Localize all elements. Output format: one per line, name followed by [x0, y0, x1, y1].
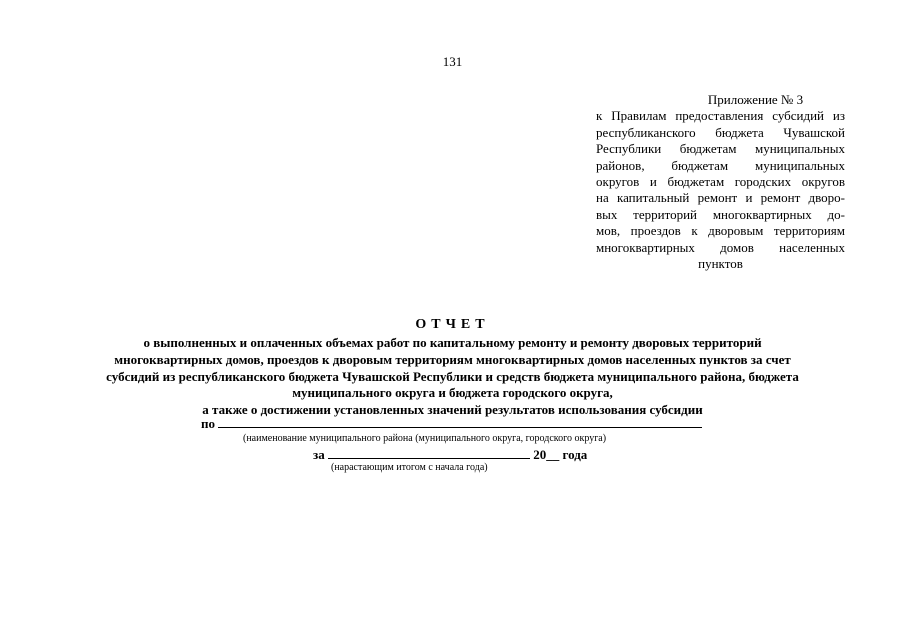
period-caption: (нарастающим итогом с начала года) [331, 462, 488, 473]
appendix-line: многоквартирных домов населенных [596, 239, 845, 255]
report-subtitle-line: а также о достижении установленных значений результатов использования субсидии [202, 402, 703, 418]
appendix-line: Республики бюджетам муниципальных [596, 141, 845, 157]
report-subtitle-line: о выполненных и оплаченных объемах работ по капитальному ремонту и ремонту дворовых территорий [143, 335, 762, 350]
appendix-line: к Правилам предоставления субсидий из [596, 108, 845, 124]
report-subtitle-line: субсидий из республиканского бюджета Чувашской Республики и средств бюджета муниципального района, бюджета [106, 368, 799, 384]
po-label: по [201, 416, 215, 431]
period-field[interactable] [328, 446, 530, 459]
za-row [313, 446, 587, 463]
appendix-title: Приложение № 3 [707, 92, 804, 107]
appendix-line: мов, проездов к дворовым территориям [596, 223, 845, 239]
po-row [201, 415, 702, 432]
report-header [0, 317, 905, 419]
report-subtitle-line: муниципального округа и бюджета городского округа, [292, 385, 613, 401]
report-title: ОТЧЕТ [415, 317, 490, 332]
report-subtitle-line: многоквартирных домов, проездов к дворовым территориям многоквартирных домов населенных пунктов за счет [114, 351, 791, 367]
year-label: 20__ года [533, 447, 588, 462]
appendix-block [596, 92, 845, 272]
appendix-line: республиканского бюджета Чувашской [596, 124, 845, 140]
municipality-name-field[interactable] [218, 415, 702, 428]
appendix-line: вых территорий многоквартирных до- [596, 206, 845, 222]
appendix-line: округов и бюджетам городских округов [596, 174, 845, 190]
appendix-line: пунктов [698, 256, 743, 272]
page-number: 131 [442, 54, 463, 69]
za-label: за [313, 447, 325, 462]
municipality-caption: (наименование муниципального района (муниципального округа, городского округа) [243, 433, 607, 444]
appendix-line: на капитальный ремонт и ремонт дворо- [596, 190, 845, 206]
appendix-line: районов, бюджетам муниципальных [596, 157, 845, 173]
